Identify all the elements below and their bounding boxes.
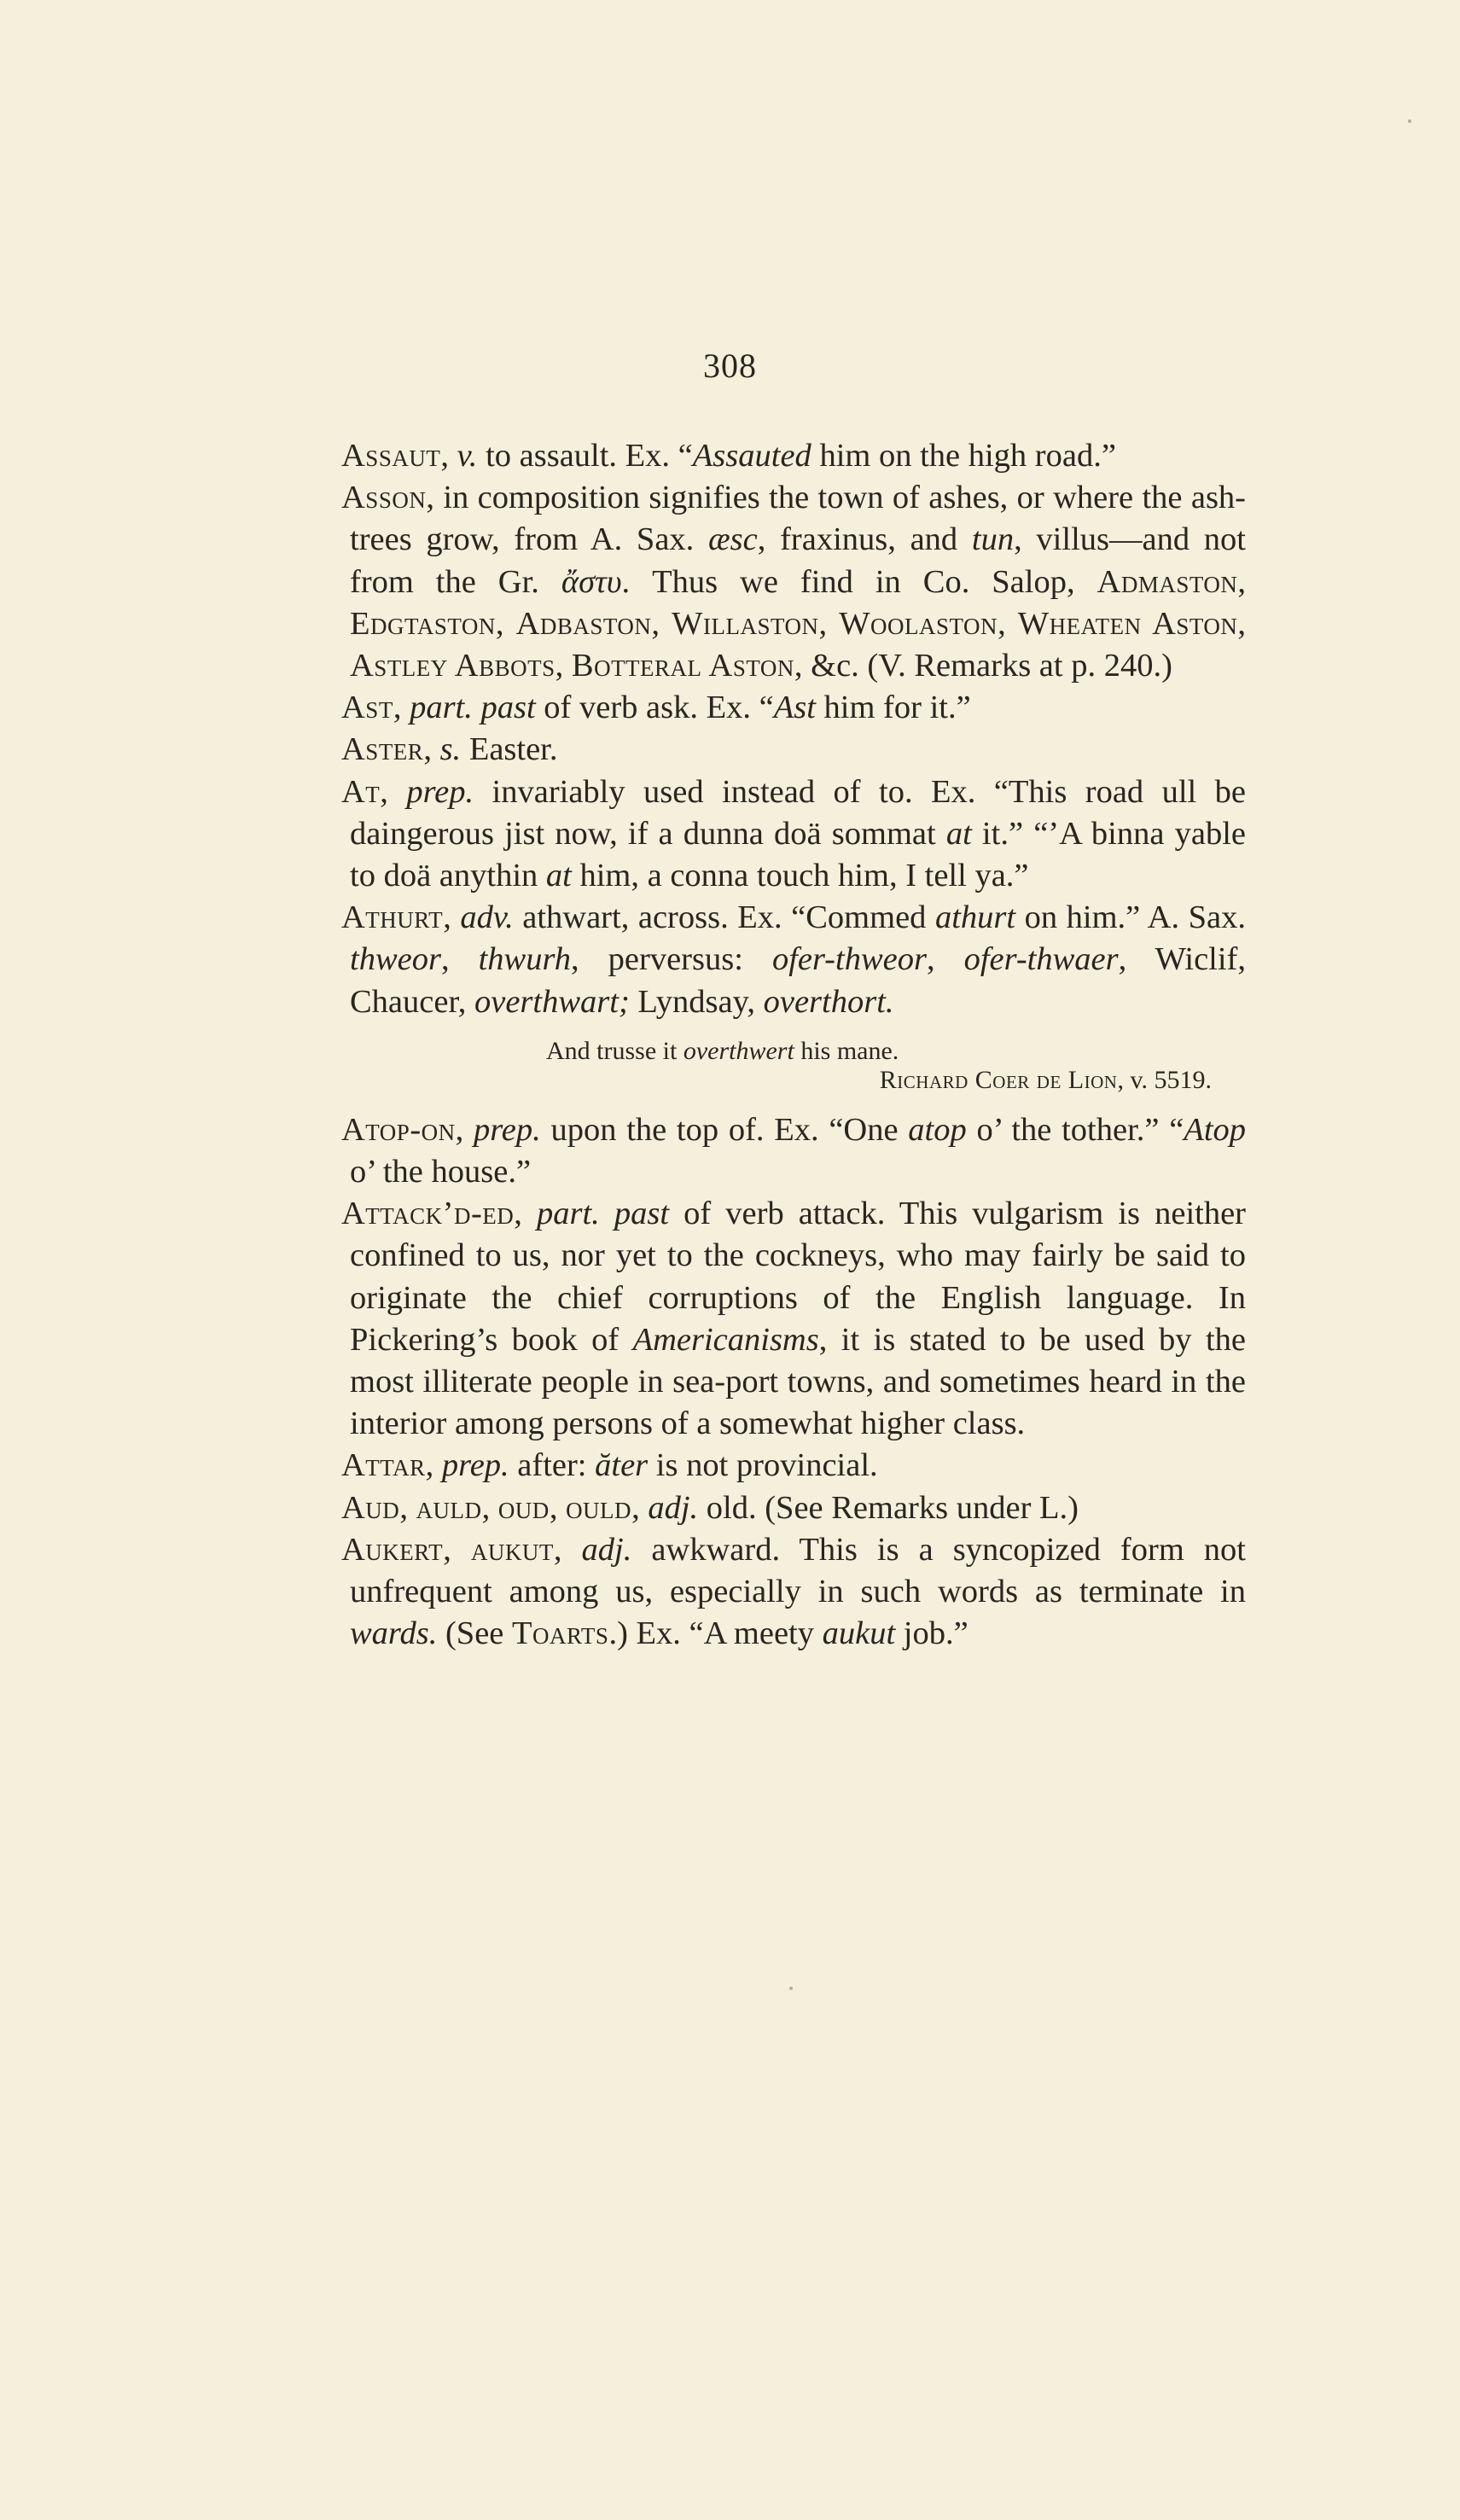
glossary-entry-attackd-ed: Attack’d-ed, part. past of verb attack. This vulgarism is neither confined to us, nor yet to the cockneys, who may fairly be said to originate the chief corruptions of the English language. In Pickering’s book of Americanisms, it is stated to be used by the most illiterate people in sea-port towns, and sometimes heard in the interior among persons of a somewhat higher class. — [341, 1196, 1246, 1442]
glossary-entry-at: At, prep. invariably used instead of to. Ex. “This road ull be daingerous jist now, if a dunna doä sommat at it.” “’A binna yable to doä anythin at him, a conna touch him, I tell ya.” — [341, 773, 1246, 894]
verse-quotation — [341, 1037, 1246, 1095]
quote-line: And trusse it overthwert his mane. — [546, 1036, 899, 1065]
quote-attribution: Richard Coer de Lion, v. 5519. — [879, 1065, 1212, 1094]
glossary-entry-aukert: Aukert, aukut, adj. awkward. This is a syncopized form not unfrequent among us, especially in such words as terminate in wards. (See Toarts.) Ex. “A meety aukut job.” — [341, 1531, 1246, 1652]
glossary-entry-ast: Ast, part. past of verb ask. Ex. “Ast him for it.” — [341, 690, 971, 726]
glossary-entry-atop-on: Atop-on, prep. upon the top of. Ex. “One atop o’ the tother.” “Atop o’ the house.” — [341, 1111, 1247, 1190]
glossary-entry-attar: Attar, prep. after: ăter is not provincial. — [341, 1447, 878, 1484]
entry-list — [341, 435, 1246, 1023]
paper-speck — [789, 1987, 793, 1990]
glossary-entry-aud: Aud, auld, oud, ould, adj. old. (See Remarks under L.) — [341, 1489, 1079, 1526]
entry-list — [341, 1109, 1246, 1656]
paper-speck — [1408, 119, 1411, 123]
glossary-entry-athurt: Athurt, adv. athwart, across. Ex. “Commed athurt on him.” A. Sax. thweor, thwurh, perversus: ofer-thweor, ofer-thwaer, Wiclif, Chaucer, overthwart; Lyndsay, overthort. — [341, 899, 1247, 1020]
page-number: 308 — [703, 346, 757, 385]
glossary-text — [341, 435, 1246, 1655]
glossary-entry-assaut: Assaut, v. to assault. Ex. “Assauted him on the high road.” — [341, 438, 1116, 474]
glossary-entry-asson: Asson, in composition signifies the town of ashes, or where the ash-trees grow, from A. Sax. æsc, fraxinus, and tun, villus—and not from the Gr. ἄστυ. Thus we find in Co. Salop, Admaston, Edgtaston, Adbaston, Willaston, Woolaston, Wheaten Aston, Astley Abbots, Botteral Aston, &c. (V. Remarks at p. 240.) — [341, 480, 1247, 684]
glossary-entry-aster: Aster, s. Easter. — [341, 731, 558, 768]
